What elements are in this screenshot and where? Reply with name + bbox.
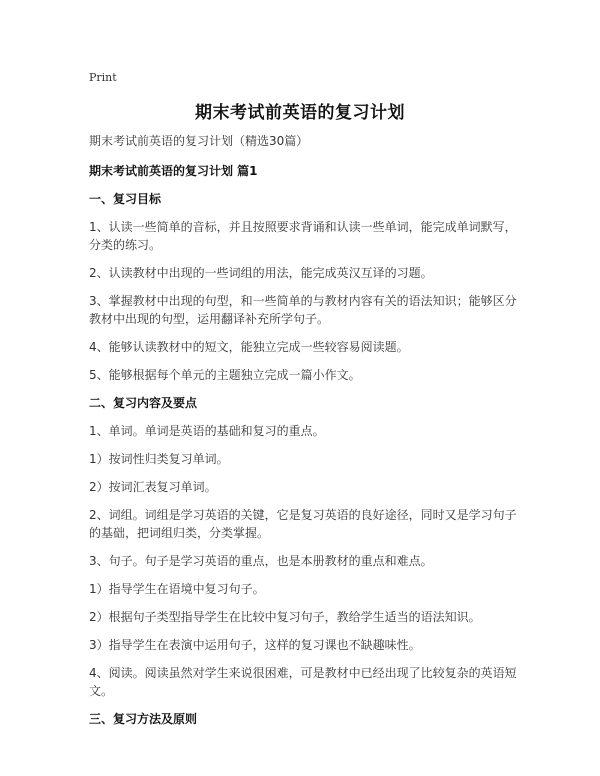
paragraph: 4、阅读。阅读虽然对学生来说很困难，可是教材中已经出现了比较复杂的英语短文。: [89, 666, 517, 698]
document-subtitle: 期末考试前英语的复习计划（精选30篇）: [89, 134, 309, 148]
article-heading: 期末考试前英语的复习计划 篇1: [89, 164, 258, 178]
print-link[interactable]: Print: [89, 71, 117, 84]
section-heading-methods: 三、复习方法及原则: [89, 712, 198, 726]
paragraph: 5、能够根据每个单元的主题独立完成一篇小作文。: [89, 368, 361, 382]
paragraph: 2、词组。词组是学习英语的关键，它是复习英语的良好途径，同时又是学习句子的基础，把词组归类，分类掌握。: [89, 508, 517, 540]
paragraph: 1、单词。单词是英语的基础和复习的重点。: [89, 424, 325, 438]
paragraph: 1）按词性归类复习单词。: [89, 452, 229, 466]
paragraph: 2）根据句子类型指导学生在比较中复习句子，教给学生适当的语法知识。: [89, 610, 481, 624]
paragraph: 1）指导学生在语境中复习句子。: [89, 582, 265, 596]
section-heading-content: 二、复习内容及要点: [89, 396, 198, 410]
paragraph: 1、认读一些简单的音标，并且按照要求背诵和认读一些单词，能完成单词默写，分类的练习。: [89, 220, 517, 252]
paragraph: 3）指导学生在表演中运用句子，这样的复习课也不缺趣味性。: [89, 638, 421, 652]
paragraph: 3、掌握教材中出现的句型，和一些简单的与教材内容有关的语法知识；能够区分教材中出现的句型，运用翻译补充所学句子。: [89, 294, 517, 326]
document-body: [89, 132, 519, 738]
paragraph: 4、能够认读教材中的短文，能独立完成一些较容易阅读题。: [89, 340, 409, 354]
page-title: 期末考试前英语的复习计划: [195, 103, 405, 123]
paragraph: 2、认读教材中出现的一些词组的用法，能完成英汉互译的习题。: [89, 266, 433, 280]
section-heading-goals: 一、复习目标: [89, 192, 162, 206]
paragraph: 2）按词汇表复习单词。: [89, 480, 217, 494]
paragraph: 3、句子。句子是学习英语的重点，也是本册教材的重点和难点。: [89, 554, 433, 568]
